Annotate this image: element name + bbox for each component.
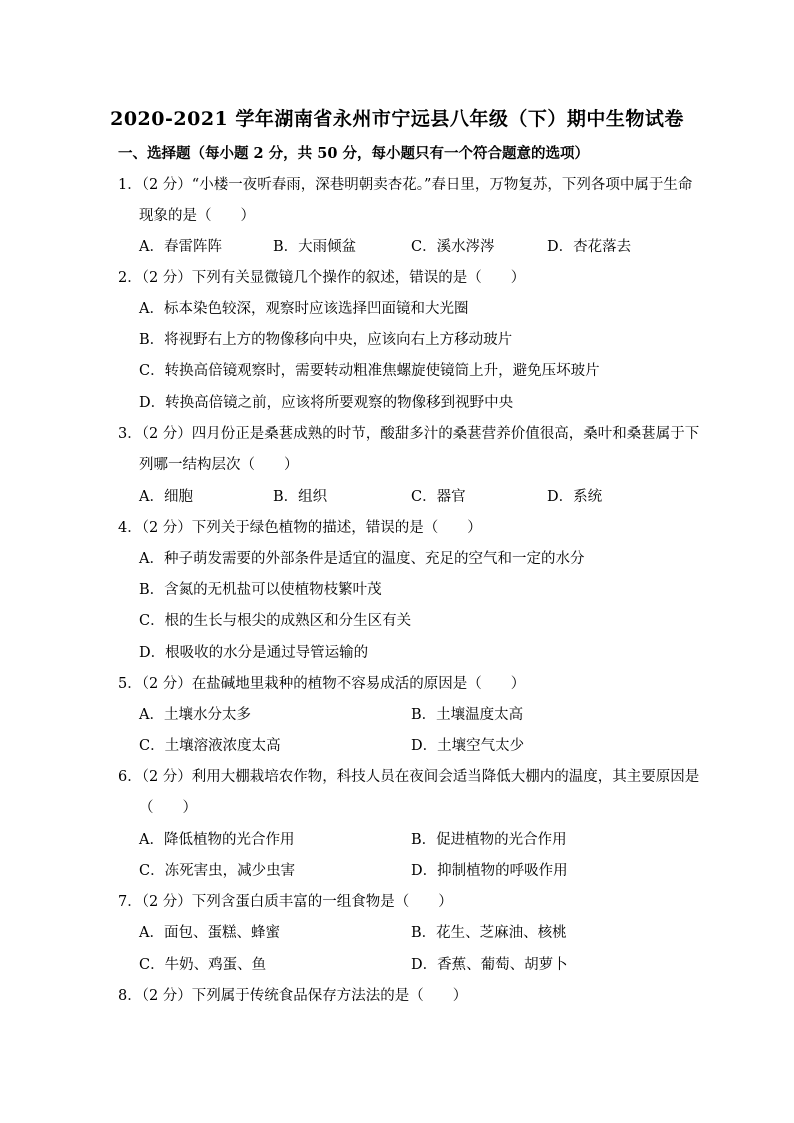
- question-6-option-a: A．降低植物的光合作用: [139, 832, 295, 848]
- question-2-option-c: C．转换高倍镜观察时，需要转动粗准焦螺旋使镜筒上升，避免压坏玻片: [139, 363, 600, 379]
- question-6-option-b: B．促进植物的光合作用: [411, 832, 567, 848]
- question-6-stem-cont: （ ）: [139, 800, 197, 816]
- question-5-stem: 5．（2 分）在盐碱地里栽种的植物不容易成活的原因是（ ）: [118, 676, 526, 692]
- question-3-stem: 3．（2 分）四月份正是桑葚成熟的时节，酸甜多汁的桑葚营养价值很高，桑叶和桑葚属于下: [118, 426, 700, 442]
- question-7-option-b: B．花生、芝麻油、核桃: [411, 925, 567, 941]
- question-6-option-c: C．冻死害虫，减少虫害: [139, 863, 296, 879]
- question-5-option-d: D．土壤空气太少: [411, 738, 525, 754]
- question-1-option-d: D．杏花落去: [547, 239, 632, 255]
- question-4-option-d: D．根吸收的水分是通过导管运输的: [139, 645, 369, 661]
- question-3-option-b: B．组织: [273, 489, 328, 505]
- question-4-option-a: A．种子萌发需要的外部条件是适宜的温度、充足的空气和一定的水分: [139, 551, 585, 567]
- question-2-option-b: B．将视野右上方的物像移向中央，应该向右上方移动玻片: [139, 332, 513, 348]
- question-3-stem-cont: 列哪一结构层次（ ）: [139, 457, 299, 473]
- question-4-stem: 4．（2 分）下列关于绿色植物的描述，错误的是（ ）: [118, 520, 482, 536]
- question-3-option-c: C．器官: [411, 489, 466, 505]
- question-5-option-a: A．土壤水分太多: [139, 707, 251, 723]
- question-2-stem: 2．（2 分）下列有关显微镜几个操作的叙述，错误的是（ ）: [118, 270, 526, 286]
- question-1-stem-cont: 现象的是（ ）: [139, 208, 255, 224]
- question-6-stem: 6．（2 分）利用大棚栽培农作物，科技人员在夜间会适当降低大棚内的温度，其主要原因是: [118, 769, 700, 785]
- section-heading: 一、选择题（每小题 2 分，共 50 分，每小题只有一个符合题意的选项）: [118, 145, 589, 162]
- question-6-option-d: D．抑制植物的呼吸作用: [411, 863, 568, 879]
- question-1-option-b: B．大雨倾盆: [273, 239, 357, 255]
- question-5-option-b: B．土壤温度太高: [411, 707, 524, 723]
- question-5-option-c: C．土壤溶液浓度太高: [139, 738, 281, 754]
- page-title: 2020-2021 学年湖南省永州市宁远县八年级（下）期中生物试卷: [110, 108, 684, 130]
- question-4-option-c: C．根的生长与根尖的成熟区和分生区有关: [139, 613, 412, 629]
- question-7-option-d: D．香蕉、葡萄、胡萝卜: [411, 957, 568, 973]
- question-2-option-a: A．标本染色较深，观察时应该选择凹面镜和大光圈: [139, 301, 469, 317]
- question-7-option-a: A．面包、蛋糕、蜂蜜: [139, 925, 280, 941]
- question-1-option-c: C．溪水涔涔: [411, 239, 495, 255]
- question-4-option-b: B．含氮的无机盐可以使植物枝繁叶茂: [139, 582, 382, 598]
- question-1-stem: 1．（2 分）“小楼一夜听春雨，深巷明朝卖杏花。”春日里，万物复苏，下列各项中属于生命: [118, 177, 693, 193]
- question-3-option-d: D．系统: [547, 489, 603, 505]
- question-1-option-a: A．春雷阵阵: [139, 239, 222, 255]
- question-8-stem: 8．（2 分）下列属于传统食品保存方法法的是（ ）: [118, 988, 468, 1004]
- question-2-option-d: D．转换高倍镜之前，应该将所要观察的物像移到视野中央: [139, 395, 514, 411]
- question-7-option-c: C．牛奶、鸡蛋、鱼: [139, 957, 267, 973]
- question-7-stem: 7．（2 分）下列含蛋白质丰富的一组食物是（ ）: [118, 894, 453, 910]
- question-3-option-a: A．细胞: [139, 489, 193, 505]
